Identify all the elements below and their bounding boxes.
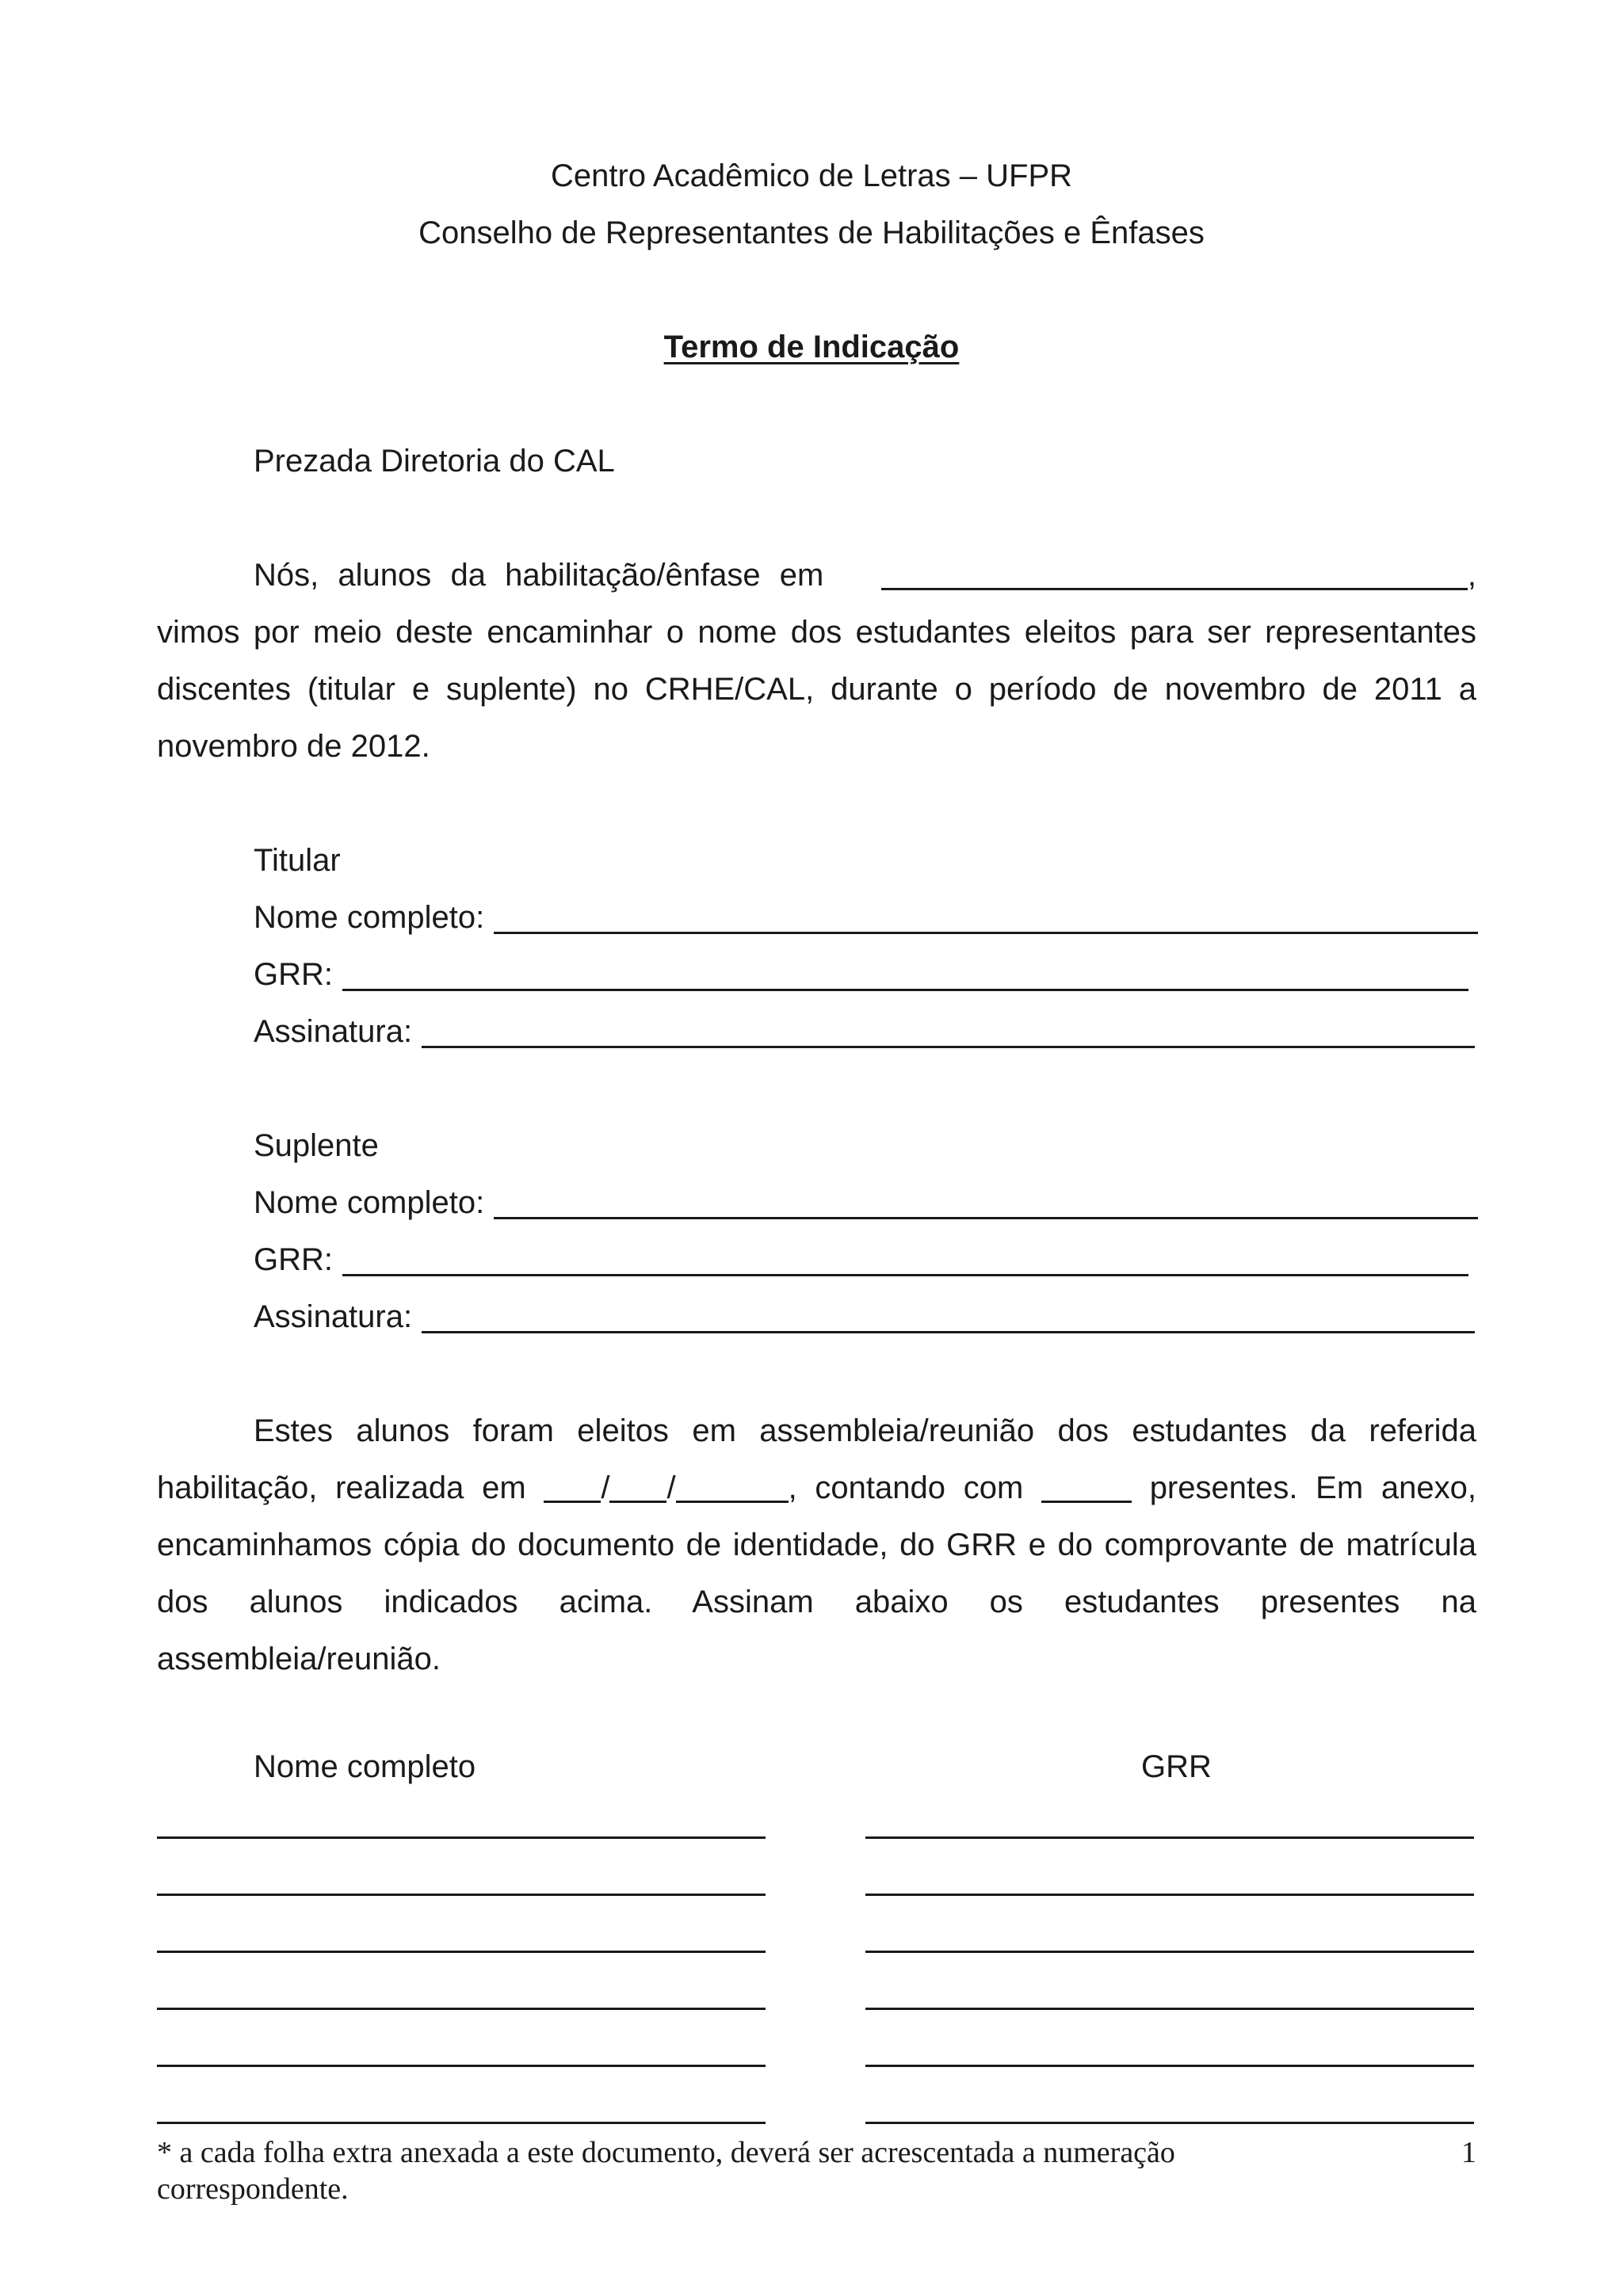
- signature-row-nome-line[interactable]: [157, 1894, 766, 1896]
- paragraph-1-comma: ,: [1467, 558, 1476, 593]
- date-day-blank[interactable]: [544, 1469, 601, 1503]
- date-month-blank[interactable]: [609, 1469, 666, 1503]
- date-separator-2: /: [666, 1470, 676, 1505]
- signature-row-grr-line[interactable]: [865, 1894, 1474, 1896]
- header-line-2: Conselho de Representantes de Habilitações e Ênfases: [418, 215, 1205, 250]
- titular-assinatura-field: [254, 1003, 1475, 1060]
- suplente-heading: Suplente: [254, 1128, 379, 1163]
- signature-row-nome-line[interactable]: [157, 2065, 766, 2067]
- footnote-text: * a cada folha extra anexada a este documento, deverá ser acrescentada a numeração correspondente.: [157, 2136, 1175, 2206]
- suplente-assinatura-field: [254, 1288, 1475, 1345]
- date-separator-1: /: [601, 1470, 610, 1505]
- signature-row-grr-line[interactable]: [865, 2122, 1474, 2124]
- paragraph-2-part1: Estes alunos foram eleitos em assembleia/reunião dos estudantes da referida habilitação, realizada em: [157, 1413, 1476, 1505]
- titular-heading: Titular: [254, 843, 341, 878]
- date-year-blank[interactable]: [676, 1469, 789, 1503]
- signature-row-grr-line[interactable]: [865, 2008, 1474, 2010]
- document-title: Termo de Indicação: [663, 330, 960, 364]
- titular-grr-line[interactable]: [342, 957, 1468, 991]
- titular-nome-line[interactable]: [494, 900, 1478, 934]
- titular-nome-label: Nome completo:: [254, 900, 485, 935]
- signature-row-nome-line[interactable]: [157, 2122, 766, 2124]
- suplente-grr-label: GRR:: [254, 1242, 333, 1277]
- header-line-1: Centro Acadêmico de Letras – UFPR: [550, 158, 1073, 193]
- presentes-count-blank[interactable]: [1041, 1469, 1132, 1503]
- titular-nome-field: [254, 889, 1478, 946]
- greeting: Prezada Diretoria do CAL: [254, 444, 615, 479]
- footnote: [157, 2134, 1476, 2207]
- titular-grr-field: [254, 946, 1468, 1003]
- habilitacao-blank[interactable]: [881, 556, 1468, 590]
- suplente-assinatura-line[interactable]: [422, 1299, 1475, 1333]
- suplente-assinatura-label: Assinatura:: [254, 1299, 413, 1334]
- signature-row-nome-line[interactable]: [157, 2008, 766, 2010]
- suplente-nome-line[interactable]: [494, 1185, 1478, 1219]
- suplente-nome-field: [254, 1174, 1478, 1231]
- suplente-grr-field: [254, 1231, 1468, 1288]
- paragraph-2-part3: presentes. Em anexo, encaminhamos cópia do documento de identidade, do GRR e do comprovante de matrícula dos alunos indicados acima. Assinam abaixo os estudantes presentes na assembleia/reunião.: [157, 1470, 1476, 1676]
- signature-row-grr-line[interactable]: [865, 1836, 1474, 1839]
- paragraph-2: [157, 1402, 1476, 1688]
- paragraph-2-part2: , contando com: [788, 1470, 1024, 1505]
- signature-row-grr-line[interactable]: [865, 2065, 1474, 2067]
- suplente-grr-line[interactable]: [342, 1242, 1468, 1276]
- column-grr: GRR: [1141, 1749, 1212, 1784]
- paragraph-1-start: Nós, alunos da habilitação/ênfase em: [254, 558, 824, 593]
- suplente-nome-label: Nome completo:: [254, 1185, 485, 1220]
- titular-assinatura-label: Assinatura:: [254, 1014, 413, 1049]
- paragraph-1-rest: vimos por meio deste encaminhar o nome dos estudantes eleitos para ser representantes discentes (titular e suplente) no CRHE/CAL, durante o período de novembro de 2011 a novembro de 2012.: [157, 615, 1476, 764]
- titular-assinatura-line[interactable]: [422, 1014, 1475, 1048]
- titular-grr-label: GRR:: [254, 957, 333, 992]
- column-nome-completo: Nome completo: [254, 1749, 476, 1784]
- signature-row-nome-line[interactable]: [157, 1951, 766, 1953]
- page-number: 1: [1461, 2136, 1476, 2169]
- signature-row-grr-line[interactable]: [865, 1951, 1474, 1953]
- paragraph-1: [157, 547, 1476, 775]
- signature-row-nome-line[interactable]: [157, 1836, 766, 1839]
